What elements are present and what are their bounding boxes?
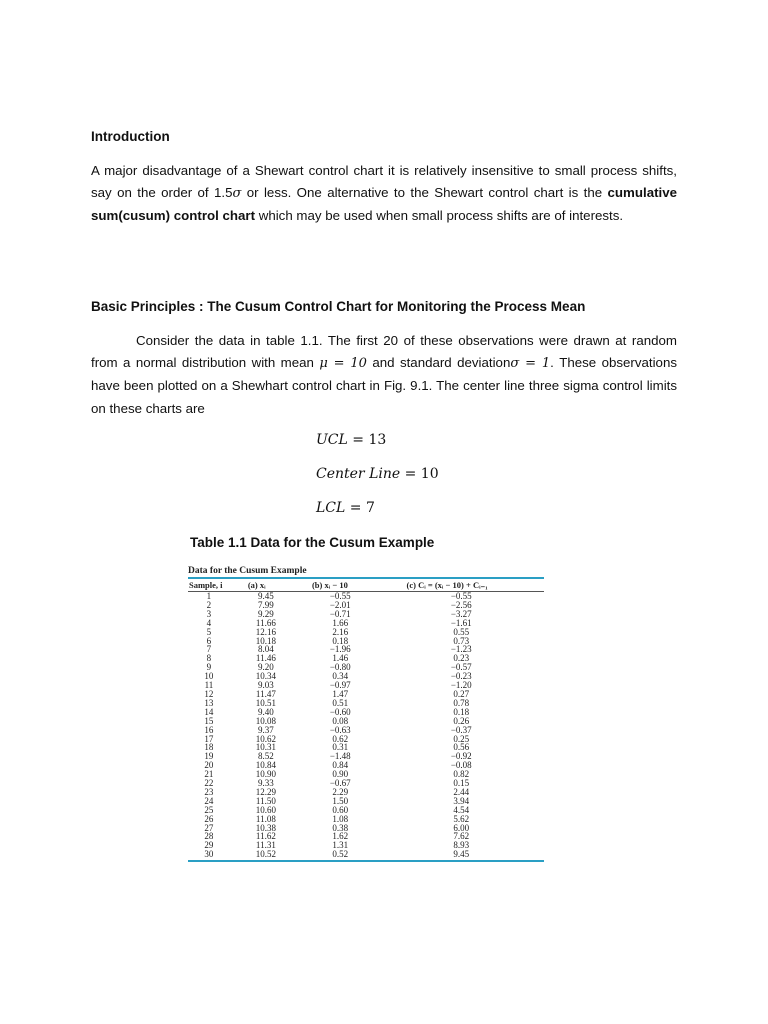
sample-cell: 18 [204,742,214,753]
deviation-cell: −0.80 [329,662,351,673]
cumsum-cell: 7.62 [453,831,470,842]
header-deviation: (b) xᵢ − 10 [302,579,379,592]
xi-cell: 10.38 [255,822,276,833]
sample-cell: 12 [204,688,214,699]
deviation-cell: 1.50 [332,795,349,806]
table-row [188,654,544,663]
table-bottom-rule [188,860,544,862]
table-title: Data for the Cusum Example [188,566,307,576]
deviation-cell: −0.67 [329,778,351,789]
table-row [188,779,544,788]
cumsum-cell: 0.18 [453,706,470,717]
sample-cell: 24 [204,795,214,806]
table-row [188,824,544,833]
cumsum-cell: −3.27 [450,608,472,619]
table-row [188,628,544,637]
table-row [188,735,544,744]
cumsum-cell: −1.20 [450,680,472,691]
xi-cell: 11.31 [255,840,276,851]
intro-paragraph: A major disadvantage of a Shewart control chart it is relatively insensitive to small process shifts, say on the order of 1.5σ or less. One alternative to the Shewart control chart is the cumulative sum(cusum) control chart which may be used when small process shifts are of interests. [91,163,677,224]
table-row [188,850,544,859]
deviation-cell: −1.96 [329,644,351,655]
sample-cell: 5 [206,626,212,637]
cumsum-cell: 9.45 [453,849,470,860]
deviation-cell: 0.52 [332,849,349,860]
deviation-cell: −0.55 [329,591,351,601]
deviation-cell: 1.08 [332,813,349,824]
table-row [188,681,544,690]
xi-cell: 9.29 [258,608,274,619]
xi-cell: 11.50 [255,795,276,806]
deviation-cell: 0.31 [332,742,349,753]
cumsum-cell: 0.82 [453,769,470,780]
table-caption: Table 1.1 Data for the Cusum Example [190,535,435,550]
xi-cell: 11.08 [255,813,276,824]
cumsum-cell: 6.00 [453,822,470,833]
deviation-cell: −1.48 [329,751,351,762]
xi-cell: 10.18 [255,635,276,646]
xi-cell: 9.33 [258,778,274,789]
sample-cell: 26 [204,813,214,824]
mu-expression: μ = 10 [319,356,367,372]
xi-cell: 9.45 [258,591,274,601]
header-cumsum: (c) Cᵢ = (xᵢ − 10) + Cᵢ₋₁ [379,579,544,592]
deviation-cell: 1.31 [332,840,349,851]
principles-heading: Basic Principles : The Cusum Control Chart for Monitoring the Process Mean [91,299,586,314]
header-sample: Sample, i [188,579,230,592]
sample-cell: 29 [204,840,214,851]
xi-cell: 10.34 [255,671,276,682]
table-row [188,832,544,841]
table-row [188,601,544,610]
xi-cell: 10.52 [255,849,276,860]
table-row [188,592,544,601]
table-row [188,770,544,779]
deviation-cell: 1.47 [332,688,349,699]
deviation-cell: 0.38 [332,822,349,833]
deviation-cell: 0.08 [332,715,349,726]
table-row [188,663,544,672]
sample-cell: 27 [204,822,214,833]
cumsum-cell: −1.23 [450,644,472,655]
sample-cell: 30 [204,849,214,860]
xi-cell: 8.04 [258,644,274,655]
deviation-cell: 0.18 [332,635,349,646]
xi-cell: 10.90 [255,769,276,780]
sample-cell: 17 [204,733,214,744]
deviation-cell: −2.01 [329,599,351,610]
xi-cell: 10.62 [255,733,276,744]
table-row [188,699,544,708]
table-row [188,717,544,726]
center-line-equation: Center Line = 10 [316,466,439,482]
xi-cell: 10.84 [255,760,276,771]
deviation-cell: 0.34 [332,671,349,682]
sample-cell: 13 [204,697,214,708]
table-row [188,752,544,761]
cumsum-cell: −0.57 [450,662,472,673]
intro-heading: Introduction [91,129,170,144]
sample-cell: 1 [206,591,212,601]
deviation-cell: 0.60 [332,804,349,815]
sample-cell: 14 [204,706,214,717]
cumsum-cell: 0.25 [453,733,470,744]
cumsum-cell: −0.55 [450,591,472,601]
table-row [188,645,544,654]
sample-cell: 8 [206,653,212,664]
xi-cell: 11.66 [255,617,276,628]
table-row [188,806,544,815]
sample-cell: 19 [204,751,214,762]
xi-cell: 9.20 [258,662,274,673]
cumsum-cell: 0.27 [453,688,470,699]
cumsum-cell: 8.93 [453,840,470,851]
table-row [188,726,544,735]
sample-cell: 2 [206,599,212,610]
xi-cell: 8.52 [258,751,274,762]
table-row [188,619,544,628]
xi-cell: 9.40 [258,706,274,717]
sample-cell: 6 [206,635,212,646]
cumsum-cell: −0.37 [450,724,472,735]
deviation-cell: 2.16 [332,626,349,637]
deviation-cell: 1.66 [332,617,349,628]
table-row [188,815,544,824]
sample-cell: 23 [204,786,214,797]
sample-cell: 25 [204,804,214,815]
cumsum-cell: 3.94 [453,795,470,806]
table-row [188,841,544,850]
ucl-equation: UCL = 13 [316,432,387,448]
sample-cell: 22 [204,778,214,789]
sample-cell: 15 [204,715,214,726]
sample-cell: 28 [204,831,214,842]
cumsum-cell: 0.56 [453,742,470,753]
cumsum-cell: −0.92 [450,751,472,762]
deviation-cell: 0.84 [332,760,349,771]
xi-cell: 10.08 [255,715,276,726]
xi-cell: 9.03 [258,680,274,691]
deviation-cell: −0.71 [329,608,351,619]
cumsum-cell: 0.23 [453,653,470,664]
sample-cell: 9 [206,662,212,673]
sample-cell: 11 [204,680,214,691]
principles-paragraph: Consider the data in table 1.1. The first 20 of these observations were drawn at random from a normal distribution with mean μ = 10 and standard deviationσ = 1. These observations have been plotted on a Shewhart control chart in Fig. 9.1. The center line three sigma control limits on these charts are [91,333,677,416]
sample-cell: 21 [204,769,214,780]
xi-cell: 10.51 [255,697,276,708]
deviation-cell: 1.46 [332,653,349,664]
cumsum-cell: 0.15 [453,778,470,789]
table-row [188,708,544,717]
lcl-equation: LCL = 7 [316,500,375,516]
table-row [188,797,544,806]
deviation-cell: −0.97 [329,680,351,691]
cumsum-cell: 0.78 [453,697,470,708]
sample-cell: 4 [206,617,212,628]
cumsum-cell: 0.26 [453,715,470,726]
cumsum-cell: 0.73 [453,635,470,646]
deviation-cell: −0.60 [329,706,351,717]
cumsum-cell: −1.61 [450,617,472,628]
table-header-row [188,579,544,592]
cumsum-cell: 5.62 [453,813,470,824]
deviation-cell: 1.62 [332,831,349,842]
table-row [188,761,544,770]
table-row [188,637,544,646]
xi-cell: 12.29 [255,786,276,797]
table-row [188,690,544,699]
sample-cell: 16 [204,724,214,735]
sample-cell: 10 [204,671,214,682]
deviation-cell: 2.29 [332,786,349,797]
xi-cell: 11.47 [255,688,276,699]
table-row [188,788,544,797]
sigma-expression: σ = 1 [510,356,551,372]
xi-cell: 7.99 [258,599,274,610]
cumsum-cell: −0.23 [450,671,472,682]
sample-cell: 7 [206,644,212,655]
cumsum-cell: 0.55 [453,626,470,637]
xi-cell: 9.37 [258,724,274,735]
deviation-cell: 0.90 [332,769,349,780]
deviation-cell: 0.62 [332,733,349,744]
sample-cell: 20 [204,760,214,771]
cusum-data-table [188,566,544,862]
cusum-term: cumulative sum(cusum) control chart [91,185,677,224]
xi-cell: 11.46 [255,653,276,664]
sample-cell: 3 [206,608,212,619]
xi-cell: 12.16 [255,626,276,637]
cumsum-cell: −0.08 [450,760,472,771]
table-row [188,743,544,752]
deviation-cell: −0.63 [329,724,351,735]
cumsum-cell: −2.56 [450,599,472,610]
xi-cell: 11.62 [255,831,276,842]
cumsum-cell: 4.54 [453,804,470,815]
table-row [188,610,544,619]
cumsum-cell: 2.44 [453,786,470,797]
deviation-cell: 0.51 [332,697,349,708]
xi-cell: 10.31 [255,742,276,753]
header-xi: (a) xᵢ [230,579,302,592]
table-row [188,672,544,681]
xi-cell: 10.60 [255,804,276,815]
